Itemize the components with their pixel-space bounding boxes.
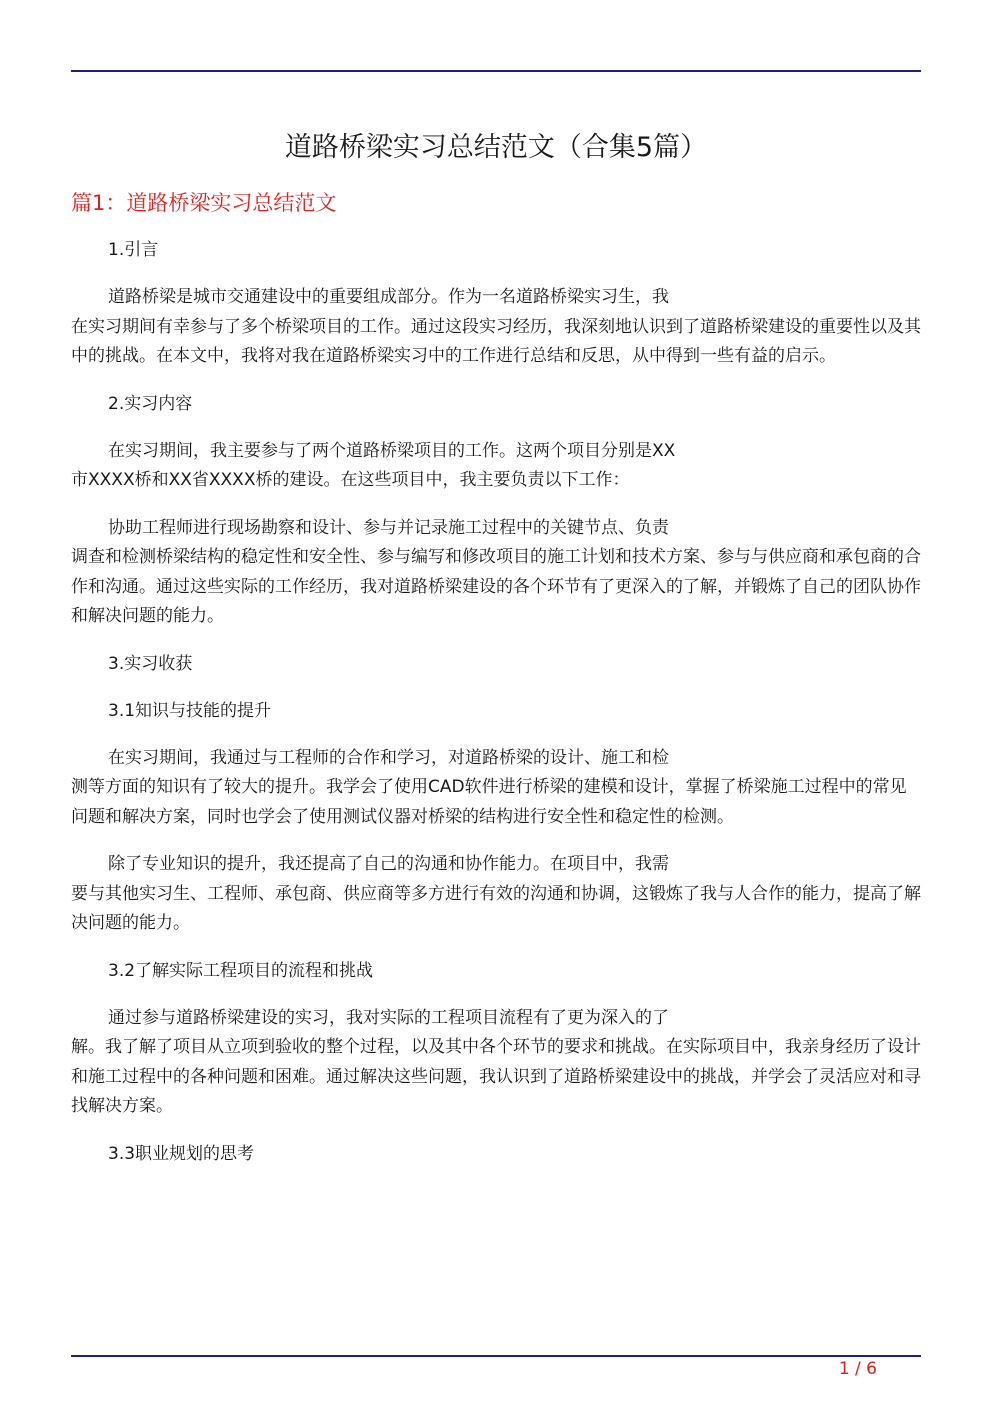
article-heading: 篇1：道路桥梁实习总结范文 xyxy=(71,191,337,215)
paragraph-first-line: 在实习期间，我主要参与了两个道路桥梁项目的工作。这两个项目分别是XX xyxy=(108,440,676,461)
paragraph-first-line: 协助工程师进行现场勘察和设计、参与并记录施工过程中的关键节点、负责 xyxy=(108,517,669,538)
section-heading-2: 2.实习内容 xyxy=(108,393,193,414)
paragraph-rest: 调查和检测桥梁结构的稳定性和安全性、参与编写和修改项目的施工计划和技术方案、参与与供应商和承包商的合作和沟通。通过这些实际的工作经历，我对道路桥梁建设的各个环节有了更深入的了解，并锻炼了自己的团队协作和解决问题的能力。 xyxy=(71,547,921,626)
footer-rule xyxy=(71,1355,921,1357)
document-body xyxy=(71,186,921,1187)
section-heading-3-1: 3.1知识与技能的提升 xyxy=(108,700,272,721)
paragraph-communication xyxy=(71,850,921,939)
paragraph-first-line: 除了专业知识的提升，我还提高了自己的沟通和协作能力。在项目中，我需 xyxy=(108,854,669,874)
paragraph-intro xyxy=(71,283,921,372)
paragraph-duties xyxy=(71,514,921,632)
section-heading-1: 1.引言 xyxy=(108,240,159,260)
paragraph-first-line: 道路桥梁是城市交通建设中的重要组成部分。作为一名道路桥梁实习生，我 xyxy=(108,287,669,307)
paragraph-first-line: 在实习期间，我通过与工程师的合作和学习，对道路桥梁的设计、施工和检 xyxy=(108,747,669,768)
paragraph-skills xyxy=(71,744,921,833)
paragraph-rest: 测等方面的知识有了较大的提升。我学会了使用CAD软件进行桥梁的建模和设计，掌握了桥梁施工过程中的常见问题和解决方案，同时也学会了使用测试仪器对桥梁的结构进行安全性和稳定性的检测。 xyxy=(71,777,907,827)
paragraph-rest: 市XXXX桥和XX省XXXX桥的建设。在这些项目中，我主要负责以下工作： xyxy=(71,470,630,490)
paragraph-process xyxy=(71,1004,921,1122)
document-title: 道路桥梁实习总结范文（合集5篇） xyxy=(284,132,708,163)
paragraph-projects xyxy=(71,437,921,496)
paragraph-first-line: 通过参与道路桥梁建设的实习，我对实际的工程项目流程有了更为深入的了 xyxy=(108,1007,669,1028)
header-rule xyxy=(71,70,921,72)
section-heading-3-2: 3.2了解实际工程项目的流程和挑战 xyxy=(108,960,374,981)
paragraph-rest: 在实习期间有幸参与了多个桥梁项目的工作。通过这段实习经历，我深刻地认识到了道路桥梁建设的重要性以及其中的挑战。在本文中，我将对我在道路桥梁实习中的工作进行总结和反思，从中得到一些有益的启示。 xyxy=(71,316,921,366)
paragraph-rest: 解。我了解了项目从立项到验收的整个过程，以及其中各个环节的要求和挑战。在实际项目中，我亲身经历了设计和施工过程中的各种问题和困难。通过解决这些问题，我认识到了道路桥梁建设中的挑战，并学会了灵活应对和寻找解决方案。 xyxy=(71,1037,921,1116)
section-heading-3: 3.实习收获 xyxy=(108,653,193,674)
paragraph-rest: 要与其他实习生、工程师、承包商、供应商等多方进行有效的沟通和协调，这锻炼了我与人合作的能力，提高了解决问题的能力。 xyxy=(71,883,921,933)
page-number: 1 / 6 xyxy=(838,1359,877,1379)
section-heading-3-3: 3.3职业规划的思考 xyxy=(108,1143,255,1164)
